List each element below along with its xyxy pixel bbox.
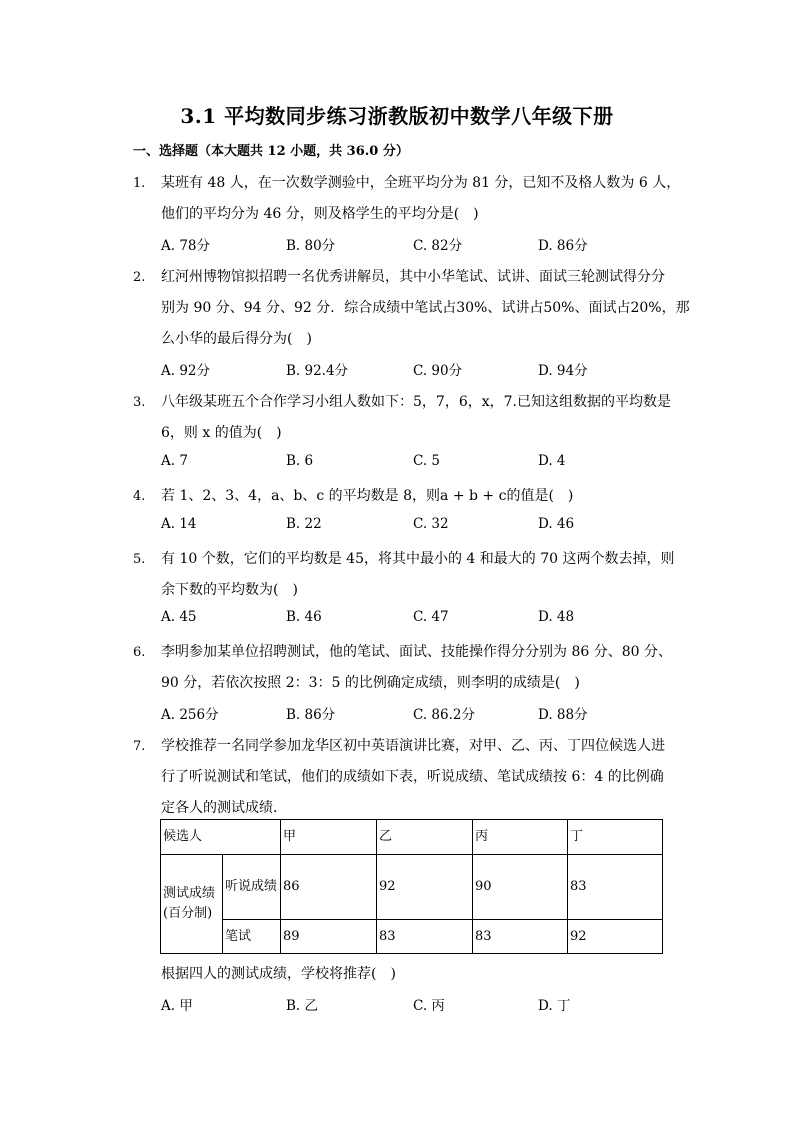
question-text: 若 1、2、3、4，a、b、c 的平均数是 8，则a + b + c的值是( ): [161, 488, 574, 504]
option-c: C. 5: [413, 453, 441, 469]
question-text: 余下数的平均数为( ): [161, 582, 298, 598]
question-number: 6.: [133, 645, 146, 660]
option-d: D. 46: [538, 516, 575, 532]
question-text: 八年级某班五个合作学习小组人数如下：5，7，6，x，7.已知这组数据的平均数是: [161, 394, 671, 410]
question-text: 90 分，若依次按照 2：3：5 的比例确定成绩，则李明的成绩是( ): [161, 675, 580, 691]
question-text: 他们的平均分为 46 分，则及格学生的平均分是( ): [161, 206, 479, 222]
page-title: 3.1 平均数同步练习浙教版初中数学八年级下册: [180, 104, 614, 128]
option-b: B. 22: [286, 516, 322, 532]
question-text: 6，则 x 的值为( ): [161, 425, 282, 441]
candidate-cell: 丁: [568, 820, 663, 855]
question-number: 5.: [133, 552, 146, 567]
table-row: [161, 855, 663, 920]
option-a: A. 92分: [161, 363, 211, 379]
option-a: A. 7: [161, 453, 188, 469]
option-d: D. 丁: [538, 998, 571, 1014]
option-a: A. 45: [161, 609, 197, 625]
table-header-row: [161, 820, 663, 855]
score-cell: 83: [568, 855, 663, 920]
option-c: C. 90分: [413, 363, 463, 379]
candidate-cell: 乙: [377, 820, 473, 855]
question-text: 根据四人的测试成绩，学校将推荐( ): [161, 966, 396, 982]
candidate-cell: 甲: [281, 820, 377, 855]
score-cell: 86: [281, 855, 377, 920]
question-text: 定各人的测试成绩．: [161, 800, 287, 816]
option-a: A. 78分: [161, 238, 211, 254]
option-c: C. 86.2分: [413, 707, 475, 723]
table-row: [161, 920, 663, 954]
question-text: 红河州博物馆拟招聘一名优秀讲解员，其中小华笔试、试讲、面试三轮测试得分分: [161, 269, 665, 285]
question-text: 某班有 48 人，在一次数学测验中，全班平均分为 81 分，已知不及格人数为 6 人，: [161, 175, 681, 191]
score-table: [160, 819, 663, 954]
row-label-cell: 笔试: [223, 920, 281, 954]
option-b: B. 92.4分: [286, 363, 349, 379]
question-number: 1.: [133, 176, 146, 191]
option-c: C. 47: [413, 609, 449, 625]
question-text: 李明参加某单位招聘测试，他的笔试、面试、技能操作得分分别为 86 分、80 分、: [161, 644, 672, 660]
score-cell: 83: [377, 920, 473, 954]
option-b: B. 80分: [286, 238, 336, 254]
score-cell: 92: [568, 920, 663, 954]
option-d: D. 88分: [538, 707, 588, 723]
question-number: 2.: [133, 270, 146, 285]
option-a: A. 256分: [161, 707, 219, 723]
option-b: B. 乙: [286, 998, 319, 1014]
option-d: D. 48: [538, 609, 575, 625]
question-number: 3.: [133, 395, 146, 410]
candidate-cell: 丙: [473, 820, 568, 855]
score-cell: 89: [281, 920, 377, 954]
question-text: 别为 90 分、94 分、92 分．综合成绩中笔试占30%、试讲占50%、面试占20%，那: [161, 300, 690, 316]
option-c: C. 32: [413, 516, 449, 532]
score-cell: 83: [473, 920, 568, 954]
row-label-cell: 听说成绩: [223, 855, 281, 920]
option-b: B. 6: [286, 453, 314, 469]
option-b: B. 46: [286, 609, 322, 625]
option-c: C. 丙: [413, 998, 445, 1014]
option-a: A. 甲: [161, 998, 193, 1014]
option-d: D. 94分: [538, 363, 588, 379]
option-d: D. 86分: [538, 238, 588, 254]
question-text: 学校推荐一名同学参加龙华区初中英语演讲比赛，对甲、乙、丙、丁四位候选人进: [161, 738, 665, 754]
group-label-cell: 测试成绩(百分制): [161, 855, 223, 954]
question-text: 行了听说测试和笔试，他们的成绩如下表，听说成绩、笔试成绩按 6：4 的比例确: [161, 769, 664, 785]
question-text: 么小华的最后得分为( ): [161, 331, 312, 347]
question-number: 7.: [133, 739, 146, 754]
header-label-cell: 候选人: [161, 820, 281, 855]
option-a: A. 14: [161, 516, 197, 532]
option-d: D. 4: [538, 453, 566, 469]
score-cell: 90: [473, 855, 568, 920]
option-c: C. 82分: [413, 238, 463, 254]
section-heading: 一、选择题（本大题共 12 小题，共 36.0 分）: [133, 144, 409, 159]
question-number: 4.: [133, 489, 146, 504]
question-text: 有 10 个数，它们的平均数是 45，将其中最小的 4 和最大的 70 这两个数去掉，则: [161, 551, 675, 567]
option-b: B. 86分: [286, 707, 336, 723]
score-cell: 92: [377, 855, 473, 920]
